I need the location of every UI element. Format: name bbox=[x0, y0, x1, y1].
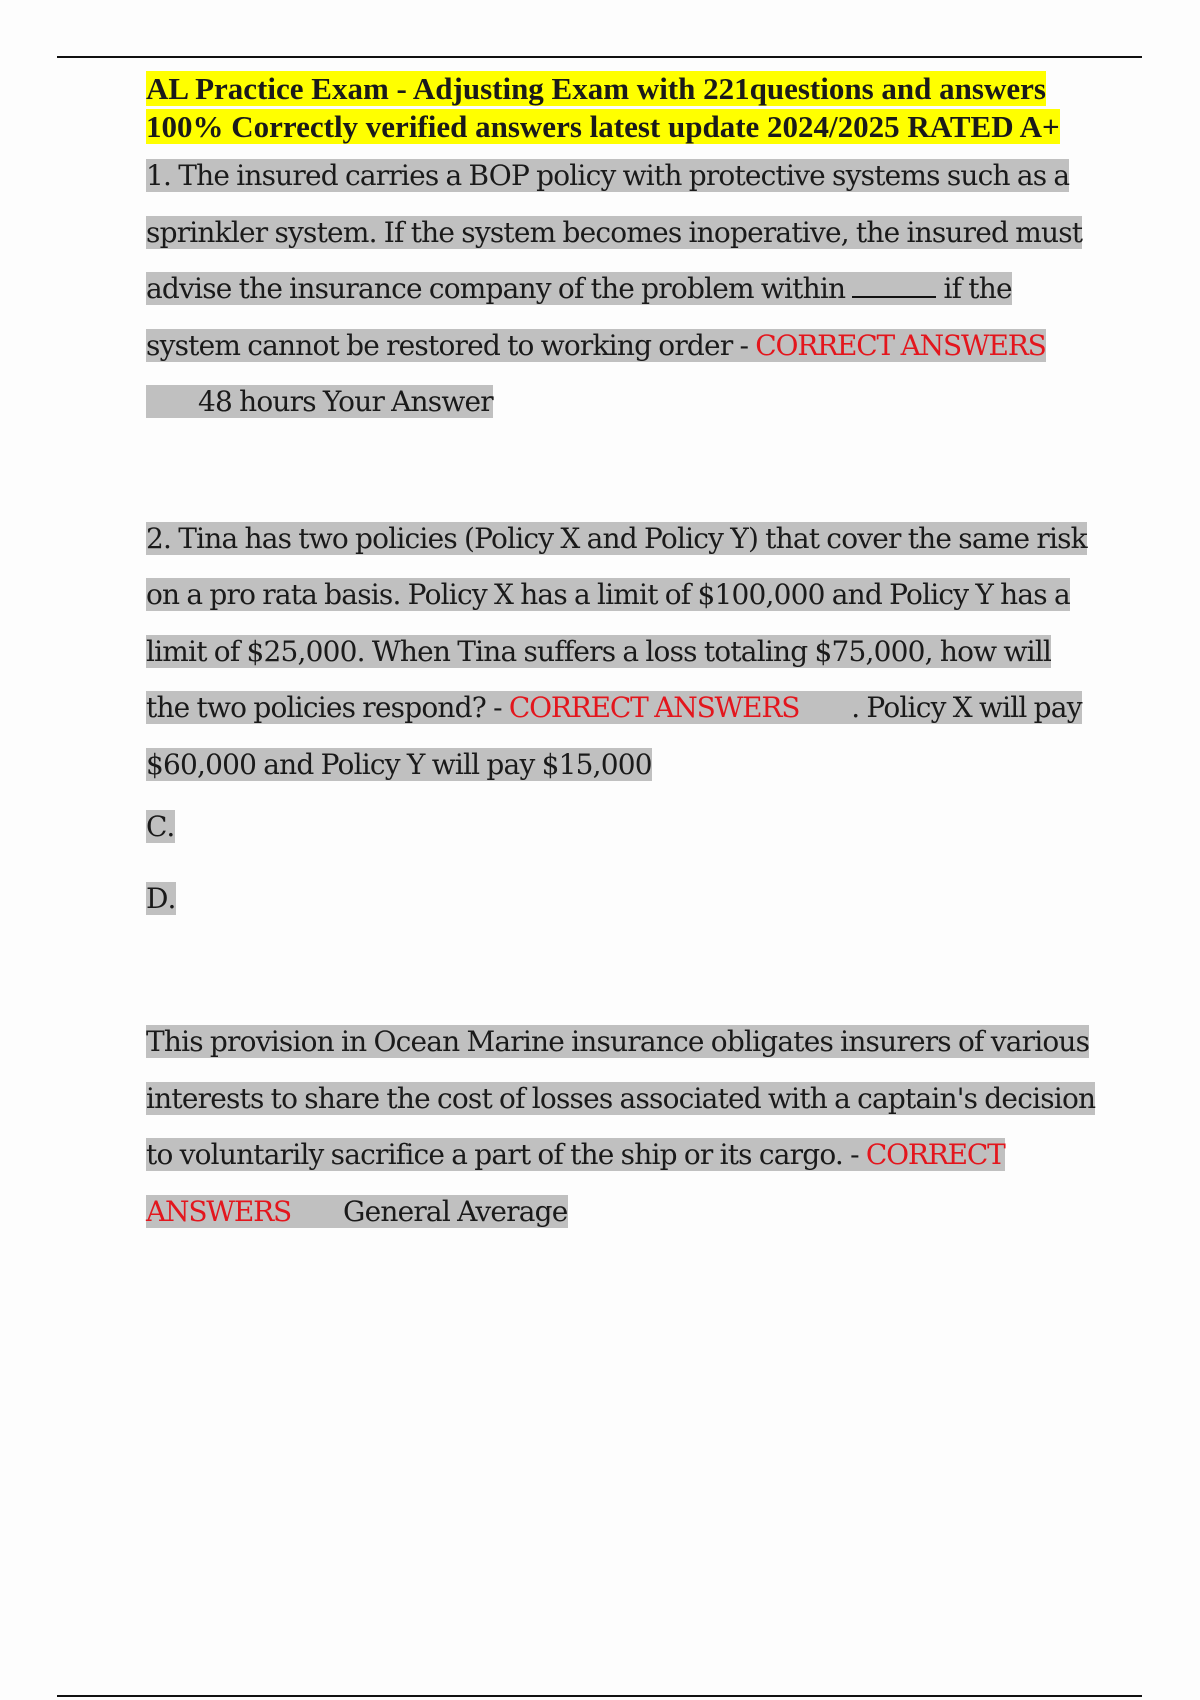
title-highlight: AL Practice Exam - Adjusting Exam with 221questions and answers 100% Correctly verified answers latest update 2024/2025 RATED A+ bbox=[146, 71, 1060, 144]
question-1-highlight bbox=[146, 159, 1082, 418]
question-2-answer: . Policy X will pay $60,000 and Policy Y will pay $15,000 bbox=[146, 691, 1082, 781]
question-1-blank bbox=[852, 274, 936, 298]
question-3 bbox=[146, 1014, 1096, 1240]
question-1-text-after-blank: if the system cannot be restored to working order - bbox=[146, 272, 1012, 362]
question-2 bbox=[146, 511, 1096, 794]
bottom-divider bbox=[57, 1695, 1142, 1697]
question-2-answer-label: CORRECT ANSWERS bbox=[508, 691, 800, 724]
question-1-answer: 48 hours Your Answer bbox=[198, 385, 493, 418]
top-divider bbox=[57, 56, 1142, 58]
option-c-label: C. bbox=[146, 810, 176, 843]
question-1-text: 1. The insured carries a BOP policy with protective systems such as a sprinkler system. If the system becomes inoperative, the insured must advise the insurance company of the problem within bbox=[146, 159, 1083, 305]
option-d-label: D. bbox=[146, 882, 177, 915]
document-body bbox=[146, 70, 1096, 1240]
question-2-text: 2. Tina has two policies (Policy X and Policy Y) that cover the same risk on a pro rata basis. Policy X has a limit of $100,000 and Policy Y has a limit of $25,000. When Tina suffers a loss totaling $75,000, how will the two policies respond? - bbox=[146, 521, 1087, 724]
question-3-text: This provision in Ocean Marine insurance obligates insurers of various interests to share the cost of losses associated with a captain's decision to voluntarily sacrifice a part of the ship or its cargo. - bbox=[146, 1025, 1096, 1171]
question-3-highlight bbox=[146, 1025, 1095, 1228]
document-title bbox=[146, 70, 1096, 146]
question-2-highlight bbox=[146, 522, 1087, 781]
option-d bbox=[146, 881, 1096, 917]
question-1 bbox=[146, 148, 1096, 431]
question-1-answer-label: CORRECT ANSWERS bbox=[755, 328, 1046, 362]
option-c bbox=[146, 809, 1096, 845]
question-3-answer-label: CORRECT ANSWERS bbox=[146, 1138, 1005, 1228]
question-3-answer: General Average bbox=[343, 1194, 568, 1228]
